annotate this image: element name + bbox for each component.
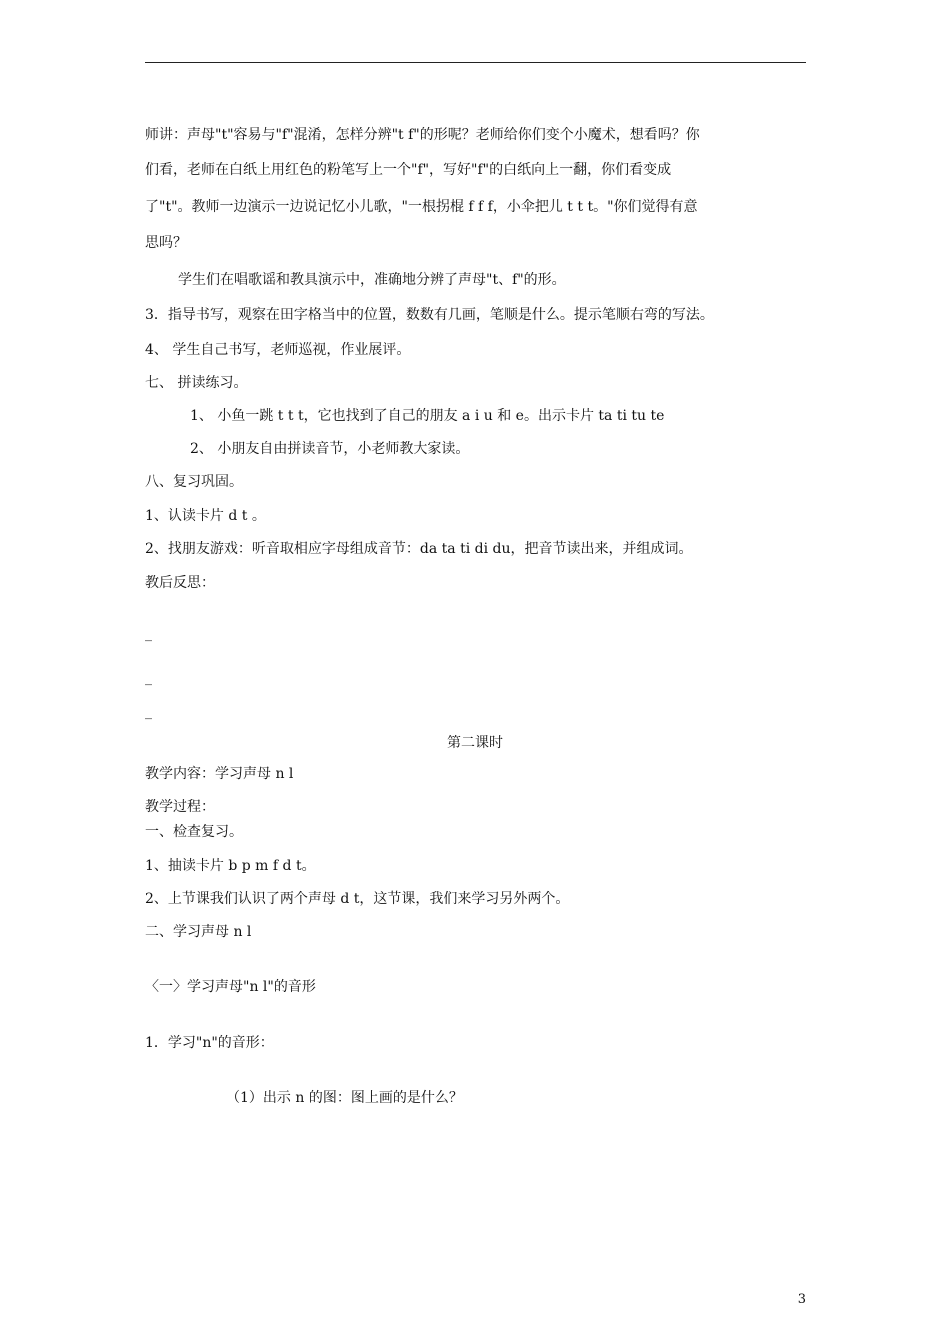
blank-mark: _ [145,670,152,686]
text-line: 教后反思： [145,575,215,591]
text-line: 思吗？ [145,235,187,251]
section-heading: 八、复习巩固。 [145,474,243,490]
section-heading: 二、学习声母 n l [145,924,252,940]
text-line: 们看，老师在白纸上用红色的粉笔写上一个"f"，写好"f"的白纸向上一翻，你们看变成 [145,162,672,178]
text-line: 2、找朋友游戏：听音取相应字母组成音节：da ta ti di du，把音节读出来，并组成词。 [145,541,693,557]
text-line: 1、抽读卡片 b p m f d t。 [145,858,316,874]
text-line: 1、 小鱼一跳 t t t，它也找到了自己的朋友 a i u 和 e。出示卡片 ta ti tu te [190,408,665,424]
text-line: 4、 学生自己书写，老师巡视，作业展评。 [145,342,411,358]
text-line: 教学过程： [145,799,215,815]
subsection-heading: 〈一〉学习声母"n l"的音形 [145,979,316,995]
text-line: 3．指导书写，观察在田字格当中的位置，数数有几画，笔顺是什么。提示笔顺右弯的写法。 [145,307,714,323]
page-number: 3 [797,1292,806,1307]
blank-mark: _ [145,704,152,720]
lesson-title: 第二课时 [447,735,503,751]
text-line: 教学内容：学习声母 n l [145,766,294,782]
text-line: 2、上节课我们认识了两个声母 d t，这节课，我们来学习另外两个。 [145,891,570,907]
text-line: 了"t"。教师一边演示一边说记忆小儿歌，"一根拐棍 f f f，小伞把儿 t t t。"你们觉得有意 [145,199,698,215]
text-line: 2、 小朋友自由拼读音节，小老师教大家读。 [190,441,470,457]
header-rule [145,62,806,63]
section-heading: 一、检查复习。 [145,824,243,840]
blank-mark: _ [145,626,152,642]
text-line: 师讲：声母"t"容易与"f"混淆，怎样分辨"t f"的形呢？老师给你们变个小魔术，想看吗？你 [145,127,700,143]
section-heading: 七、 拼读练习。 [145,375,248,391]
text-line: 1、认读卡片 d t 。 [145,508,266,524]
text-line: 学生们在唱歌谣和教具演示中，准确地分辨了声母"t、f"的形。 [178,272,566,288]
text-line: 1．学习"n"的音形： [145,1035,274,1051]
text-line: （1）出示 n 的图：图上画的是什么？ [226,1090,463,1106]
